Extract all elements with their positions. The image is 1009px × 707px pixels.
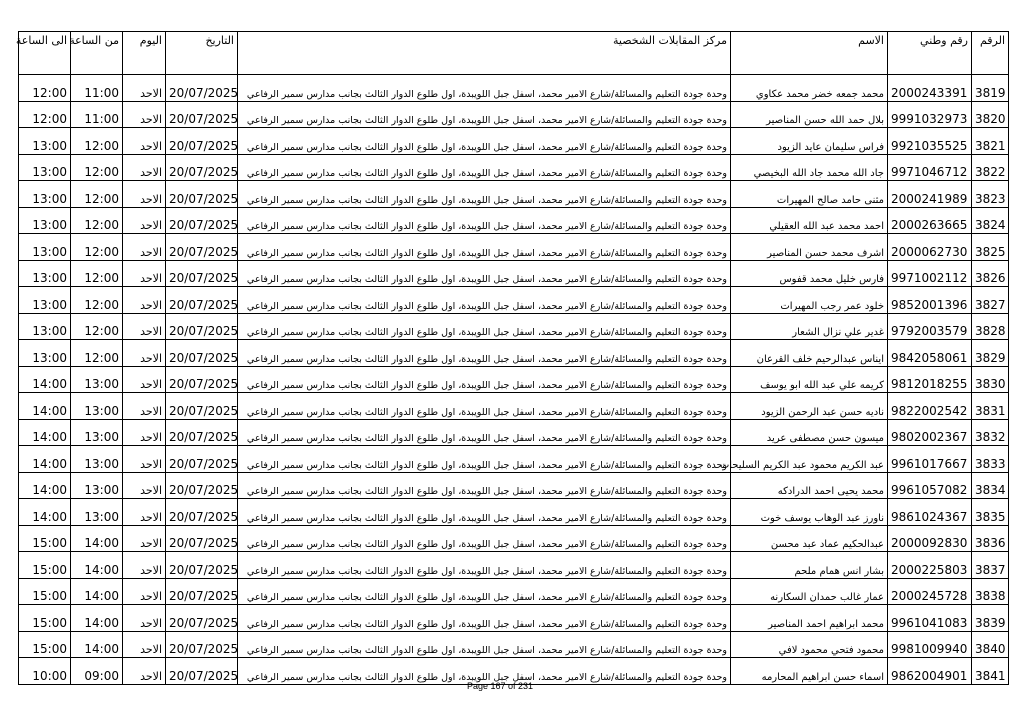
cell-day: الاحد bbox=[123, 260, 166, 287]
cell-number: 3837 bbox=[972, 552, 1009, 579]
cell-date: 20/07/2025 bbox=[166, 313, 238, 340]
cell-national-id: 9961057082 bbox=[888, 472, 972, 499]
cell-interview-center: وحدة جودة التعليم والمسائلة/شارع الامير محمد، اسفل جبل اللويبدة، اول طلوع الدوار الثالث بجانب مدارس سمير الرفاعي bbox=[238, 499, 731, 526]
cell-to-time: 14:00 bbox=[19, 472, 71, 499]
cell-day: الاحد bbox=[123, 552, 166, 579]
cell-number: 3838 bbox=[972, 578, 1009, 605]
cell-to-time: 15:00 bbox=[19, 605, 71, 632]
cell-to-time: 15:00 bbox=[19, 631, 71, 658]
cell-national-id: 9842058061 bbox=[888, 340, 972, 367]
cell-from-time: 12:00 bbox=[71, 340, 123, 367]
cell-name: اشرف محمد حسن المناصير bbox=[731, 234, 888, 261]
cell-interview-center: وحدة جودة التعليم والمسائلة/شارع الامير محمد، اسفل جبل اللويبدة، اول طلوع الدوار الثالث بجانب مدارس سمير الرفاعي bbox=[238, 631, 731, 658]
cell-to-time: 15:00 bbox=[19, 525, 71, 552]
table-row bbox=[19, 605, 1009, 632]
cell-name: عبدالحكيم عماد عبد محسن bbox=[731, 525, 888, 552]
table-row bbox=[19, 287, 1009, 314]
cell-number: 3827 bbox=[972, 287, 1009, 314]
cell-interview-center: وحدة جودة التعليم والمسائلة/شارع الامير محمد، اسفل جبل اللويبدة، اول طلوع الدوار الثالث بجانب مدارس سمير الرفاعي bbox=[238, 393, 731, 420]
cell-name: احمد محمد عبد الله العقيلي bbox=[731, 207, 888, 234]
cell-national-id: 9792003579 bbox=[888, 313, 972, 340]
cell-name: محمد جمعه خضر محمد عكاوي bbox=[731, 75, 888, 102]
cell-to-time: 14:00 bbox=[19, 499, 71, 526]
cell-interview-center: وحدة جودة التعليم والمسائلة/شارع الامير محمد، اسفل جبل اللويبدة، اول طلوع الدوار الثالث بجانب مدارس سمير الرفاعي bbox=[238, 552, 731, 579]
cell-to-time: 13:00 bbox=[19, 340, 71, 367]
cell-day: الاحد bbox=[123, 525, 166, 552]
cell-day: الاحد bbox=[123, 234, 166, 261]
cell-to-time: 13:00 bbox=[19, 181, 71, 208]
cell-number: 3840 bbox=[972, 631, 1009, 658]
cell-number: 3825 bbox=[972, 234, 1009, 261]
cell-date: 20/07/2025 bbox=[166, 181, 238, 208]
cell-day: الاحد bbox=[123, 340, 166, 367]
page-number: Page 167 of 231 bbox=[466, 681, 534, 691]
header-interview-center: مركز المقابلات الشخصية bbox=[238, 32, 731, 75]
cell-to-time: 13:00 bbox=[19, 260, 71, 287]
cell-national-id: 2000241989 bbox=[888, 181, 972, 208]
cell-name: محمد يحيى احمد الدرادكه bbox=[731, 472, 888, 499]
cell-to-time: 13:00 bbox=[19, 128, 71, 155]
cell-date: 20/07/2025 bbox=[166, 260, 238, 287]
cell-national-id: 2000263665 bbox=[888, 207, 972, 234]
cell-day: الاحد bbox=[123, 75, 166, 102]
cell-number: 3820 bbox=[972, 101, 1009, 128]
table-row bbox=[19, 631, 1009, 658]
cell-day: الاحد bbox=[123, 154, 166, 181]
cell-number: 3819 bbox=[972, 75, 1009, 102]
cell-interview-center: وحدة جودة التعليم والمسائلة/شارع الامير محمد، اسفل جبل اللويبدة، اول طلوع الدوار الثالث بجانب مدارس سمير الرفاعي bbox=[238, 234, 731, 261]
cell-day: الاحد bbox=[123, 287, 166, 314]
cell-day: الاحد bbox=[123, 631, 166, 658]
cell-name: بلال حمد الله حسن المناصير bbox=[731, 101, 888, 128]
cell-national-id: 9861024367 bbox=[888, 499, 972, 526]
cell-to-time: 13:00 bbox=[19, 287, 71, 314]
cell-number: 3835 bbox=[972, 499, 1009, 526]
table-row bbox=[19, 525, 1009, 552]
cell-interview-center: وحدة جودة التعليم والمسائلة/شارع الامير محمد، اسفل جبل اللويبدة، اول طلوع الدوار الثالث بجانب مدارس سمير الرفاعي bbox=[238, 181, 731, 208]
table-row bbox=[19, 578, 1009, 605]
cell-to-time: 13:00 bbox=[19, 154, 71, 181]
cell-interview-center: وحدة جودة التعليم والمسائلة/شارع الامير محمد، اسفل جبل اللويبدة، اول طلوع الدوار الثالث بجانب مدارس سمير الرفاعي bbox=[238, 75, 731, 102]
cell-to-time: 14:00 bbox=[19, 419, 71, 446]
cell-national-id: 2000245728 bbox=[888, 578, 972, 605]
cell-from-time: 11:00 bbox=[71, 75, 123, 102]
cell-to-time: 13:00 bbox=[19, 313, 71, 340]
cell-date: 20/07/2025 bbox=[166, 366, 238, 393]
cell-day: الاحد bbox=[123, 393, 166, 420]
table-body bbox=[19, 75, 1009, 685]
cell-national-id: 9961041083 bbox=[888, 605, 972, 632]
cell-date: 20/07/2025 bbox=[166, 631, 238, 658]
cell-number: 3832 bbox=[972, 419, 1009, 446]
cell-from-time: 13:00 bbox=[71, 446, 123, 473]
cell-interview-center: وحدة جودة التعليم والمسائلة/شارع الامير محمد، اسفل جبل اللويبدة، اول طلوع الدوار الثالث بجانب مدارس سمير الرفاعي bbox=[238, 525, 731, 552]
cell-national-id: 2000092830 bbox=[888, 525, 972, 552]
cell-number: 3828 bbox=[972, 313, 1009, 340]
cell-date: 20/07/2025 bbox=[166, 340, 238, 367]
cell-name: مثنى حامد صالح المهيرات bbox=[731, 181, 888, 208]
page-footer bbox=[0, 681, 1000, 691]
cell-day: الاحد bbox=[123, 181, 166, 208]
cell-to-time: 14:00 bbox=[19, 393, 71, 420]
cell-number: 3829 bbox=[972, 340, 1009, 367]
cell-from-time: 12:00 bbox=[71, 234, 123, 261]
cell-from-time: 14:00 bbox=[71, 552, 123, 579]
cell-national-id: 9971002112 bbox=[888, 260, 972, 287]
cell-national-id: 9822002542 bbox=[888, 393, 972, 420]
cell-interview-center: وحدة جودة التعليم والمسائلة/شارع الامير محمد، اسفل جبل اللويبدة، اول طلوع الدوار الثالث بجانب مدارس سمير الرفاعي bbox=[238, 260, 731, 287]
cell-date: 20/07/2025 bbox=[166, 287, 238, 314]
cell-to-time: 15:00 bbox=[19, 578, 71, 605]
cell-number: 3831 bbox=[972, 393, 1009, 420]
cell-from-time: 14:00 bbox=[71, 605, 123, 632]
cell-interview-center: وحدة جودة التعليم والمسائلة/شارع الامير محمد، اسفل جبل اللويبدة، اول طلوع الدوار الثالث بجانب مدارس سمير الرفاعي bbox=[238, 287, 731, 314]
cell-national-id: 9812018255 bbox=[888, 366, 972, 393]
cell-national-id: 9971046712 bbox=[888, 154, 972, 181]
cell-date: 20/07/2025 bbox=[166, 525, 238, 552]
cell-name: محمد ابراهيم احمد المناصير bbox=[731, 605, 888, 632]
cell-number: 3841 bbox=[972, 658, 1009, 685]
cell-number: 3823 bbox=[972, 181, 1009, 208]
cell-interview-center: وحدة جودة التعليم والمسائلة/شارع الامير محمد، اسفل جبل اللويبدة، اول طلوع الدوار الثالث بجانب مدارس سمير الرفاعي bbox=[238, 446, 731, 473]
header-national-id: رقم وطني bbox=[888, 32, 972, 75]
header-from-time: من الساعة bbox=[71, 32, 123, 75]
cell-date: 20/07/2025 bbox=[166, 393, 238, 420]
cell-national-id: 9862004901 bbox=[888, 658, 972, 685]
table-row bbox=[19, 181, 1009, 208]
cell-interview-center: وحدة جودة التعليم والمسائلة/شارع الامير محمد، اسفل جبل اللويبدة، اول طلوع الدوار الثالث بجانب مدارس سمير الرفاعي bbox=[238, 419, 731, 446]
header-name: الاسم bbox=[731, 32, 888, 75]
cell-day: الاحد bbox=[123, 313, 166, 340]
cell-from-time: 12:00 bbox=[71, 207, 123, 234]
cell-date: 20/07/2025 bbox=[166, 154, 238, 181]
cell-day: الاحد bbox=[123, 472, 166, 499]
cell-to-time: 15:00 bbox=[19, 552, 71, 579]
cell-day: الاحد bbox=[123, 366, 166, 393]
cell-interview-center: وحدة جودة التعليم والمسائلة/شارع الامير محمد، اسفل جبل اللويبدة، اول طلوع الدوار الثالث بجانب مدارس سمير الرفاعي bbox=[238, 340, 731, 367]
cell-national-id: 9991032973 bbox=[888, 101, 972, 128]
cell-from-time: 12:00 bbox=[71, 287, 123, 314]
cell-from-time: 13:00 bbox=[71, 366, 123, 393]
cell-name: محمود فتحي محمود لافي bbox=[731, 631, 888, 658]
cell-day: الاحد bbox=[123, 446, 166, 473]
cell-date: 20/07/2025 bbox=[166, 75, 238, 102]
header-to-time: الى الساعة bbox=[19, 32, 71, 75]
cell-date: 20/07/2025 bbox=[166, 234, 238, 261]
table-header-row bbox=[19, 32, 1009, 75]
cell-name: ناديه حسن عبد الرحمن الزيود bbox=[731, 393, 888, 420]
cell-national-id: 9961017667 bbox=[888, 446, 972, 473]
cell-name: بشار انس همام ملحم bbox=[731, 552, 888, 579]
table-row bbox=[19, 260, 1009, 287]
table-row bbox=[19, 472, 1009, 499]
cell-from-time: 12:00 bbox=[71, 154, 123, 181]
cell-to-time: 12:00 bbox=[19, 75, 71, 102]
cell-number: 3826 bbox=[972, 260, 1009, 287]
cell-interview-center: وحدة جودة التعليم والمسائلة/شارع الامير محمد، اسفل جبل اللويبدة، اول طلوع الدوار الثالث بجانب مدارس سمير الرفاعي bbox=[238, 472, 731, 499]
table-row bbox=[19, 446, 1009, 473]
cell-from-time: 13:00 bbox=[71, 419, 123, 446]
cell-number: 3839 bbox=[972, 605, 1009, 632]
table-row bbox=[19, 207, 1009, 234]
cell-interview-center: وحدة جودة التعليم والمسائلة/شارع الامير محمد، اسفل جبل اللويبدة، اول طلوع الدوار الثالث بجانب مدارس سمير الرفاعي bbox=[238, 313, 731, 340]
cell-from-time: 12:00 bbox=[71, 181, 123, 208]
cell-to-time: 14:00 bbox=[19, 446, 71, 473]
cell-from-time: 13:00 bbox=[71, 393, 123, 420]
cell-date: 20/07/2025 bbox=[166, 446, 238, 473]
table-row bbox=[19, 101, 1009, 128]
cell-national-id: 9921035525 bbox=[888, 128, 972, 155]
table-row bbox=[19, 154, 1009, 181]
cell-from-time: 14:00 bbox=[71, 631, 123, 658]
cell-name: فارس خليل محمد قفوس bbox=[731, 260, 888, 287]
cell-national-id: 9981009940 bbox=[888, 631, 972, 658]
cell-to-time: 12:00 bbox=[19, 101, 71, 128]
header-day: اليوم bbox=[123, 32, 166, 75]
cell-from-time: 14:00 bbox=[71, 578, 123, 605]
cell-date: 20/07/2025 bbox=[166, 499, 238, 526]
cell-interview-center: وحدة جودة التعليم والمسائلة/شارع الامير محمد، اسفل جبل اللويبدة، اول طلوع الدوار الثالث بجانب مدارس سمير الرفاعي bbox=[238, 578, 731, 605]
cell-date: 20/07/2025 bbox=[166, 552, 238, 579]
cell-national-id: 2000062730 bbox=[888, 234, 972, 261]
cell-number: 3821 bbox=[972, 128, 1009, 155]
cell-number: 3830 bbox=[972, 366, 1009, 393]
table-row bbox=[19, 552, 1009, 579]
cell-name: اسماء حسن ابراهيم المحارمه bbox=[731, 658, 888, 685]
cell-day: الاحد bbox=[123, 128, 166, 155]
cell-name: غدير علي نزال الشعار bbox=[731, 313, 888, 340]
table-row bbox=[19, 128, 1009, 155]
header-number: الرقم bbox=[972, 32, 1009, 75]
cell-from-time: 14:00 bbox=[71, 525, 123, 552]
cell-from-time: 13:00 bbox=[71, 472, 123, 499]
cell-date: 20/07/2025 bbox=[166, 472, 238, 499]
cell-to-time: 13:00 bbox=[19, 234, 71, 261]
cell-day: الاحد bbox=[123, 499, 166, 526]
schedule-table bbox=[15, 31, 1009, 685]
cell-number: 3836 bbox=[972, 525, 1009, 552]
cell-interview-center: وحدة جودة التعليم والمسائلة/شارع الامير محمد، اسفل جبل اللويبدة، اول طلوع الدوار الثالث بجانب مدارس سمير الرفاعي bbox=[238, 605, 731, 632]
cell-date: 20/07/2025 bbox=[166, 128, 238, 155]
cell-name: ناورز عبد الوهاب يوسف خوت bbox=[731, 499, 888, 526]
cell-interview-center: وحدة جودة التعليم والمسائلة/شارع الامير محمد، اسفل جبل اللويبدة، اول طلوع الدوار الثالث بجانب مدارس سمير الرفاعي bbox=[238, 154, 731, 181]
cell-name: عمار غالب حمدان السكارنه bbox=[731, 578, 888, 605]
cell-interview-center: وحدة جودة التعليم والمسائلة/شارع الامير محمد، اسفل جبل اللويبدة، اول طلوع الدوار الثالث بجانب مدارس سمير الرفاعي bbox=[238, 207, 731, 234]
cell-name: فراس سليمان عايد الزيود bbox=[731, 128, 888, 155]
cell-name: ميسون حسن مصطفى عريد bbox=[731, 419, 888, 446]
cell-from-time: 12:00 bbox=[71, 313, 123, 340]
cell-to-time: 10:00 bbox=[19, 658, 71, 685]
table-row bbox=[19, 419, 1009, 446]
cell-from-time: 12:00 bbox=[71, 260, 123, 287]
cell-interview-center: وحدة جودة التعليم والمسائلة/شارع الامير محمد، اسفل جبل اللويبدة، اول طلوع الدوار الثالث بجانب مدارس سمير الرفاعي bbox=[238, 658, 731, 685]
cell-date: 20/07/2025 bbox=[166, 207, 238, 234]
cell-national-id: 9802002367 bbox=[888, 419, 972, 446]
cell-day: الاحد bbox=[123, 658, 166, 685]
cell-date: 20/07/2025 bbox=[166, 419, 238, 446]
table-row bbox=[19, 393, 1009, 420]
cell-interview-center: وحدة جودة التعليم والمسائلة/شارع الامير محمد، اسفل جبل اللويبدة، اول طلوع الدوار الثالث بجانب مدارس سمير الرفاعي bbox=[238, 128, 731, 155]
cell-from-time: 11:00 bbox=[71, 101, 123, 128]
cell-name: خلود عمر رجب المهيرات bbox=[731, 287, 888, 314]
cell-day: الاحد bbox=[123, 207, 166, 234]
cell-name: كريمه علي عبد الله ابو يوسف bbox=[731, 366, 888, 393]
cell-number: 3822 bbox=[972, 154, 1009, 181]
table-row bbox=[19, 313, 1009, 340]
cell-to-time: 13:00 bbox=[19, 207, 71, 234]
cell-name: ايناس عبدالرحيم خلف القرعان bbox=[731, 340, 888, 367]
cell-number: 3824 bbox=[972, 207, 1009, 234]
table-row bbox=[19, 234, 1009, 261]
cell-national-id: 2000243391 bbox=[888, 75, 972, 102]
cell-to-time: 14:00 bbox=[19, 366, 71, 393]
cell-date: 20/07/2025 bbox=[166, 578, 238, 605]
header-date: التاريخ bbox=[166, 32, 238, 75]
cell-date: 20/07/2025 bbox=[166, 605, 238, 632]
cell-day: الاحد bbox=[123, 419, 166, 446]
cell-day: الاحد bbox=[123, 578, 166, 605]
table-row bbox=[19, 499, 1009, 526]
cell-day: الاحد bbox=[123, 101, 166, 128]
table-row bbox=[19, 75, 1009, 102]
cell-day: الاحد bbox=[123, 605, 166, 632]
cell-interview-center: وحدة جودة التعليم والمسائلة/شارع الامير محمد، اسفل جبل اللويبدة، اول طلوع الدوار الثالث بجانب مدارس سمير الرفاعي bbox=[238, 366, 731, 393]
cell-number: 3833 bbox=[972, 446, 1009, 473]
cell-date: 20/07/2025 bbox=[166, 101, 238, 128]
table-row bbox=[19, 366, 1009, 393]
cell-date: 20/07/2025 bbox=[166, 658, 238, 685]
cell-from-time: 09:00 bbox=[71, 658, 123, 685]
cell-interview-center: وحدة جودة التعليم والمسائلة/شارع الامير محمد، اسفل جبل اللويبدة، اول طلوع الدوار الثالث بجانب مدارس سمير الرفاعي bbox=[238, 101, 731, 128]
cell-name: جاد الله محمد جاد الله البخيصي bbox=[731, 154, 888, 181]
cell-number: 3834 bbox=[972, 472, 1009, 499]
cell-national-id: 2000225803 bbox=[888, 552, 972, 579]
table-row bbox=[19, 340, 1009, 367]
cell-name: عبد الكريم محمود عبد الكريم السليحات bbox=[731, 446, 888, 473]
cell-national-id: 9852001396 bbox=[888, 287, 972, 314]
cell-from-time: 13:00 bbox=[71, 499, 123, 526]
cell-from-time: 12:00 bbox=[71, 128, 123, 155]
